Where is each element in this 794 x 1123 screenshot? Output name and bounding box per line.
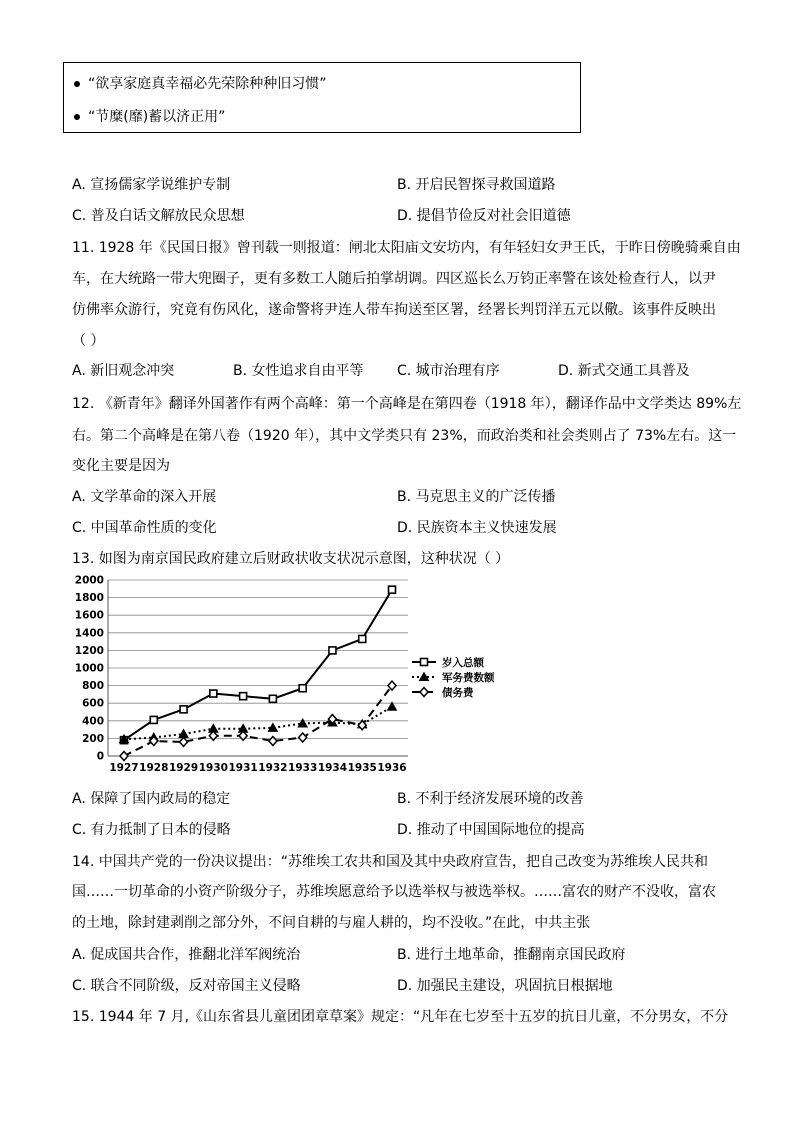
data-point bbox=[421, 659, 428, 666]
q11-answer-blank: （ ） bbox=[72, 333, 105, 349]
legend-label: 岁入总额 bbox=[442, 657, 484, 669]
q12-stem-line: 变化主要是因为 bbox=[72, 458, 170, 474]
quote-box bbox=[63, 62, 581, 133]
q11-option-d: D. 新式交通工具普及 bbox=[558, 363, 690, 379]
q13-option-a: A. 保障了国内政局的稳定 bbox=[72, 791, 231, 807]
q12-option-d: D. 民族资本主义快速发展 bbox=[397, 520, 557, 536]
q13-stem-line: 13. 如图为南京国民政府建立后财政状收支状况示意图，这种状况（ ） bbox=[72, 551, 510, 567]
fiscal-chart bbox=[74, 574, 500, 774]
x-tick-label: 1932 bbox=[258, 762, 288, 774]
q12-option-b: B. 马克思主义的广泛传播 bbox=[397, 489, 556, 505]
data-point bbox=[269, 737, 277, 746]
q14-stem-line: 14. 中国共产党的一份决议提出：“苏维埃工农共和国及其中央政府宣告，把自己改变为苏维埃人民共和 bbox=[72, 854, 708, 870]
series-line bbox=[124, 590, 392, 740]
q12-option-c: C. 中国革命性质的变化 bbox=[72, 520, 217, 536]
data-point bbox=[269, 695, 276, 702]
data-point bbox=[329, 647, 336, 654]
q12-stem-line: 12. 《新青年》翻译外国著作有两个高峰：第一个高峰是在第四卷（1918 年），翻译作品中文学类达 89%左 bbox=[72, 396, 742, 412]
bullet-icon bbox=[74, 114, 80, 120]
q13-option-c: C. 有力抵制了日本的侵略 bbox=[72, 822, 231, 838]
q14-stem-line: 国……一切革命的小资产阶级分子，苏维埃愿意给予以选举权与被选举权。……富农的财产不没收，富农 bbox=[72, 884, 716, 900]
quote-text: “欲享家庭真幸福必先荣除种种旧习惯” bbox=[88, 76, 327, 92]
x-tick-label: 1927 bbox=[109, 762, 139, 774]
x-tick-label: 1928 bbox=[139, 762, 169, 774]
data-point bbox=[299, 685, 306, 692]
q10-option-b: B. 开启民智探寻救国道路 bbox=[397, 177, 556, 193]
y-tick-label: 1600 bbox=[74, 609, 104, 622]
q14-stem-line: 的土地，除封建剥削之部分外，不问自耕的与雇人耕的，均不没收。”在此，中共主张 bbox=[72, 915, 591, 931]
legend-label: 军务费数额 bbox=[442, 672, 495, 684]
y-tick-label: 1200 bbox=[74, 644, 104, 657]
data-point bbox=[150, 716, 157, 723]
q11-stem-line: 车，在大统路一带大兜圈子，更有多数工人随后拍掌胡调。四区巡长么万钧正率警在该处检查行人，以尹 bbox=[72, 271, 716, 287]
q10-option-d: D. 提倡节俭反对社会旧道德 bbox=[397, 208, 571, 224]
bullet-icon bbox=[74, 81, 80, 87]
q14-option-d: D. 加强民主建设，巩固抗日根据地 bbox=[397, 978, 613, 994]
y-tick-label: 200 bbox=[82, 732, 104, 745]
data-point bbox=[359, 635, 366, 642]
q11-option-a: A. 新旧观念冲突 bbox=[72, 363, 175, 379]
x-tick-label: 1931 bbox=[228, 762, 258, 774]
legend-label: 债务费 bbox=[442, 687, 474, 699]
q12-option-a: A. 文学革命的深入开展 bbox=[72, 489, 217, 505]
data-point bbox=[389, 586, 396, 593]
q13-option-d: D. 推动了中国国际地位的提高 bbox=[397, 822, 585, 838]
q10-option-a: A. 宣扬儒家学说维护专制 bbox=[72, 177, 231, 193]
q14-option-c: C. 联合不同阶级，反对帝国主义侵略 bbox=[72, 978, 301, 994]
data-point bbox=[120, 752, 128, 761]
y-tick-label: 2000 bbox=[74, 574, 104, 587]
y-tick-label: 1800 bbox=[74, 592, 104, 605]
q14-option-a: A. 促成国共合作，推翻北洋军阀统治 bbox=[72, 947, 301, 963]
data-point bbox=[240, 693, 247, 700]
x-tick-label: 1936 bbox=[377, 762, 407, 774]
y-tick-label: 600 bbox=[82, 697, 104, 710]
q15-stem-line: 15. 1944 年 7 月,《山东省县儿童团团章草案》规定：“凡年在七岁至十五岁的抗日儿童，不分男女，不分 bbox=[72, 1009, 729, 1025]
data-point bbox=[420, 688, 428, 697]
x-tick-label: 1935 bbox=[347, 762, 377, 774]
y-tick-label: 800 bbox=[82, 680, 104, 693]
y-tick-label: 1000 bbox=[74, 662, 104, 675]
q11-stem-line: 11. 1928 年《民国日报》曾刊载一则报道：闸北太阳庙文安坊内，有年轻妇女尹王氏，于昨日傍晚骑乘自由 bbox=[72, 240, 741, 256]
q13-option-b: B. 不利于经济发展环境的改善 bbox=[397, 791, 584, 807]
quote-item bbox=[74, 106, 225, 126]
y-tick-label: 1400 bbox=[74, 627, 104, 640]
q11-option-c: C. 城市治理有序 bbox=[397, 363, 500, 379]
data-point bbox=[210, 690, 217, 697]
y-tick-label: 0 bbox=[96, 750, 104, 763]
fiscal-chart-svg bbox=[74, 574, 500, 774]
data-point bbox=[388, 681, 396, 690]
q12-stem-line: 右。第二个高峰是在第八卷（1920 年），其中文学类只有 23%，而政治类和社会类则占了 73%左右。这一 bbox=[72, 428, 737, 444]
x-tick-label: 1930 bbox=[198, 762, 228, 774]
x-tick-label: 1929 bbox=[168, 762, 199, 774]
x-tick-label: 1934 bbox=[317, 762, 348, 774]
quote-item bbox=[74, 73, 327, 93]
x-tick-label: 1933 bbox=[288, 762, 318, 774]
q11-stem-line: 仿佛率众游行，究竟有伤风化，遂命警将尹连人带车拘送至区署，经署长判罚洋五元以儆。该事件反映出 bbox=[72, 302, 716, 318]
q10-option-c: C. 普及白话文解放民众思想 bbox=[72, 208, 245, 224]
q14-option-b: B. 进行土地革命，推翻南京国民政府 bbox=[397, 947, 626, 963]
y-tick-label: 400 bbox=[82, 715, 104, 728]
data-point bbox=[299, 733, 307, 742]
data-point bbox=[180, 706, 187, 713]
q11-option-b: B. 女性追求自由平等 bbox=[233, 363, 364, 379]
quote-text: “节糜(靡)蓄以济正用” bbox=[88, 109, 226, 125]
